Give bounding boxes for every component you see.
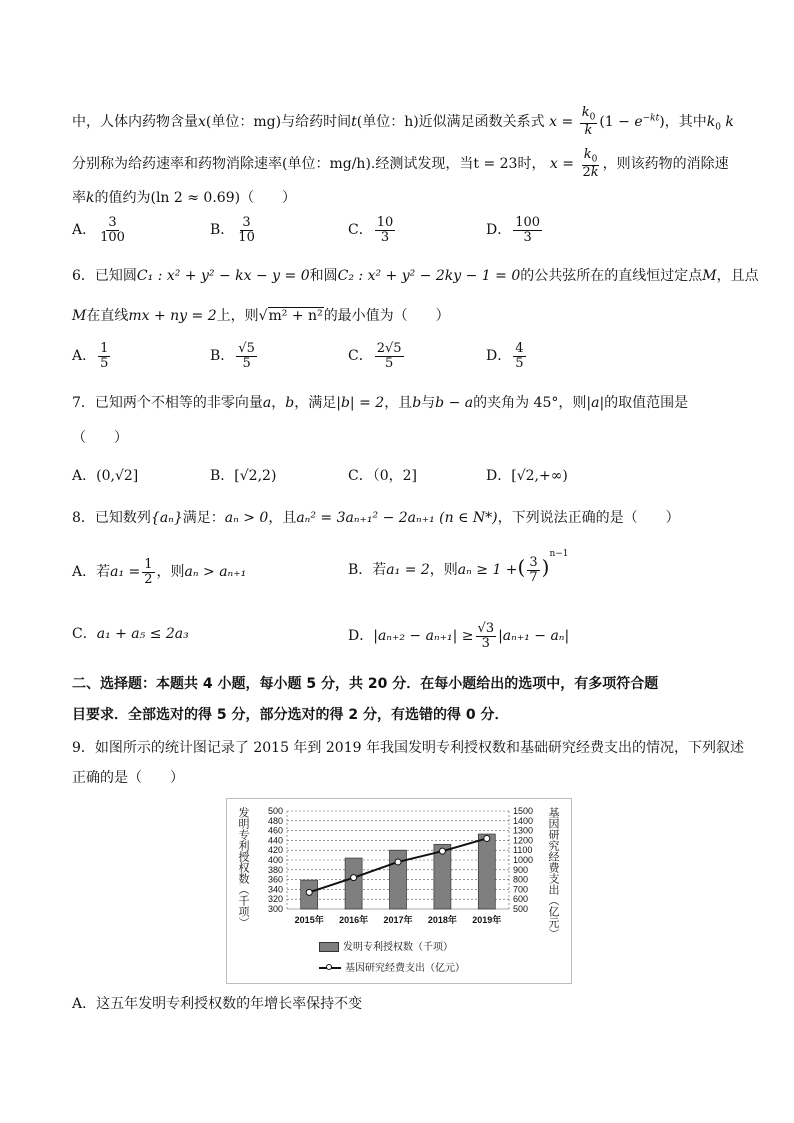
section-2-heading-line-1 [72,674,658,694]
frac-den: 5 [100,355,109,371]
q5-option-b[interactable] [210,216,259,244]
right-tick-label: 1000 [513,855,534,865]
option-math: a₁ = 2 [386,562,430,579]
option-math: aₙ ≥ 1 + [457,562,518,579]
chart-left-axis-label: 发明专利授权数（千项） [237,807,250,928]
frac-den: 5 [242,355,251,371]
q5-text: ，则该药物的消除速 [602,155,729,172]
frac-den: 3 [523,229,532,245]
q7-math: a [262,395,272,411]
q5-text: 率 [72,190,86,206]
q5-unit: mg [253,113,276,130]
x-tick-label: 2017年 [383,915,413,925]
right-tick-label: 1200 [513,835,534,846]
q5-text: (ln 2 ≈ 0.69) [150,190,241,206]
x-tick-label: 2015年 [294,915,324,925]
q6-text: 的公共弦所在的直线恒过定点 [520,268,703,284]
left-tick-label: 320 [267,894,283,905]
option-label: A． [72,222,97,239]
q5-text: 分别称为给药速率和药物消除速率(单位： [72,155,330,172]
bar [478,834,495,909]
q8-line-1 [72,508,680,528]
section-heading-text: 二、选择题：本题共 4 小题，每小题 5 分，共 20 分．在每小题给出的选项中，有多项符合题 [72,676,659,692]
q7-line-1 [72,393,688,413]
option-label: C． [72,626,97,642]
x-tick-label: 2018年 [427,915,457,925]
q6-option-b[interactable] [210,342,259,370]
left-tick-label: 360 [267,874,283,885]
option-math: aₙ > aₙ₊₁ [184,564,247,581]
q8-text: 满足： [182,510,225,526]
line-point [484,835,490,841]
left-tick-label: 480 [267,815,283,826]
q7-line-2 [72,428,128,448]
option-math: a₁ = [110,564,141,581]
left-tick-label: 340 [267,884,283,895]
q9-text: 9．如图所示的统计图记录了 2015 年到 2019 年我国发明专利授权数和基础研究经费支出的情况，下列叙述 [72,740,744,756]
frac-den: 10 [238,229,255,245]
q9-text: 正确的是（ ） [72,770,184,786]
left-tick-label: 420 [267,845,283,856]
option-label: A． [72,468,97,484]
q8-option-d[interactable] [348,622,569,650]
q5-option-a[interactable] [72,216,129,244]
q8-option-a[interactable] [72,558,246,586]
q6-option-a[interactable] [72,342,112,370]
option-text: ，则 [156,564,185,581]
option-label: B． [210,348,235,365]
q6-text: 在直线 [86,308,129,324]
option-label: C． [348,468,373,484]
option-label: A．若 [72,564,111,581]
q6-math: M [72,308,87,324]
q8-option-b[interactable]: B．若a₁ = 2，则aₙ ≥ 1 +( $\frac{3}{7}$ )$^{n-1}$ [348,549,569,585]
option-math: |aₙ₊₁ − aₙ| [498,628,570,645]
option-math: a₁ + a₅ ≤ 2a₃ [96,626,189,642]
frac-num: 100 [515,215,541,230]
right-tick-label: 700 [513,884,529,895]
q6-math: mx + ny = 2 [128,308,217,324]
q6-math: C₂ : x² + y² − 2ky − 1 = 0 [337,268,521,284]
q8-option-c[interactable] [72,624,189,644]
left-tick-label: 500 [267,806,283,816]
option-label: D． [348,628,374,645]
q7-option-a[interactable] [72,466,138,486]
q5-option-c[interactable] [348,216,397,244]
q7-text: ， [271,395,286,411]
left-tick-label: 300 [267,904,283,914]
chart-canvas [227,799,571,983]
q7-math: b − a [435,395,474,411]
q5-line-2 [72,148,729,180]
frac-den: 3 [481,635,490,651]
q5-text: ，其中 [664,113,707,130]
option-value: （0，2] [372,468,417,484]
frac-den: 5 [515,355,524,371]
x-tick-label: 2016年 [339,915,369,925]
chart-right-axis-label: 基因研究经费支出（亿元） [547,807,560,939]
legend-bar-swatch [319,942,339,952]
q6-text: 6．已知圆 [72,268,137,284]
legend-line-entry [319,959,465,974]
line-point [395,859,401,865]
left-tick-label: 380 [267,864,283,875]
q7-text: 的夹角为 45°，则 [473,395,587,411]
q6-text: ，且点 [716,268,759,284]
q7-text: 与 [421,395,436,411]
right-tick-label: 900 [513,864,529,875]
q5-text: )与给药时间 [275,113,352,130]
option-label: C． [348,222,373,239]
right-tick-label: 1500 [513,806,534,816]
frac-den: 100 [100,229,125,245]
frac-num: 3 [108,215,117,230]
frac-num: 1 [144,557,153,572]
q8-text: ，且 [268,510,297,526]
option-value: (0,√2] [96,468,139,484]
option-label: B． [210,222,235,239]
line-point [306,889,312,895]
q5-line-1: 中，人体内药物含量x(单位：mg)与给药时间t(单位：h)近似满足函数关系式 x = $\frac{k_0}{k}$ $(1 - e^{-kt})$，其中$k_0$ k [72,105,734,139]
frac-num: 3 [242,215,251,230]
q7-math: b [412,395,422,411]
q5-blank: （ ） [240,190,297,206]
frac-den: 7 [529,569,538,585]
q6-radicand: m² + n² [268,308,323,324]
q6-line-2: M在直线mx + ny = 2上，则√m² + n²的最小值为（ ） [72,308,450,324]
q6-line-1 [72,266,759,286]
frac-den: 2 [144,571,153,587]
q7-text: ，满足 [294,395,337,411]
q6-math: C₁ : x² + y² − kx − y = 0 [136,268,310,284]
q7-option-c[interactable] [348,466,417,486]
x-tick-label: 2019年 [472,915,502,925]
section-2-heading-line-2 [72,705,508,725]
q7-math: b [285,395,295,411]
q7-blank: （ ） [72,430,128,446]
frac-num: 3 [529,555,538,570]
q7-option-b[interactable] [210,466,276,486]
q5-condition: x = $\frac{k_0}{2k}$ [549,147,599,181]
option-text: A．这五年发明专利授权数的年增长率保持不变 [72,996,363,1012]
right-tick-label: 600 [513,894,529,905]
q7-option-d[interactable] [486,466,568,486]
q5-text: (单位：h)近似满足函数关系式 [356,113,545,130]
left-tick-label: 440 [267,835,283,846]
bar [345,858,362,909]
q7-text: ，且 [384,395,413,411]
statistics-chart [226,798,572,984]
q5-text: ).经测试发现，当 [365,155,474,172]
q5-text: (单位： [205,113,254,130]
left-tick-label: 400 [267,855,283,865]
q7-math: |b| = 2 [336,395,385,411]
legend-bar-label: 发明专利授权数（千项） [343,942,453,953]
right-tick-label: 500 [513,904,529,914]
legend-line-label: 基因研究经费支出（亿元） [345,963,465,974]
q8-math: aₙ > 0 [224,510,269,526]
q5-unit: mg/h [329,155,366,172]
q8-math: aₙ² = 3aₙ₊₁² − 2aₙ₊₁ (n ∈ N*) [296,510,498,526]
frac-num: 1 [100,341,109,356]
right-tick-label: 1100 [513,845,533,856]
q5-text: t = 23时， [473,155,546,172]
q6-text: 上，则 [216,308,259,324]
q6-text: 的最小值为（ ） [323,308,450,324]
q9-line-2 [72,768,184,788]
q7-text: 的取值范围是 [604,395,689,411]
option-value: [√2,2) [234,468,277,484]
option-math: |aₙ₊₂ − aₙ₊₁| ≥ [373,628,474,645]
frac-num: 2√5 [376,341,402,356]
right-tick-label: 1400 [513,815,534,826]
option-label: B． [210,468,235,484]
frac-num: 10 [376,215,394,230]
q6-option-c[interactable] [348,342,406,370]
frac-num: √5 [238,341,255,356]
option-text: ，则 [429,562,458,579]
frac-den: 3 [380,229,390,245]
q9-option-a[interactable] [72,994,362,1014]
q5-option-d[interactable] [486,216,544,244]
q5-line-3: 率k的值约为(ln 2 ≈ 0.69)（ ） [72,190,297,206]
q6-text: 和圆 [309,268,338,284]
option-label: D． [486,468,512,484]
right-tick-label: 1300 [513,825,534,836]
option-label: A． [72,348,97,365]
right-tick-label: 800 [513,874,529,885]
legend-bar-entry [319,938,453,953]
option-label: D． [486,348,512,365]
frac-num: 4 [515,341,524,356]
q8-text: ，下列说法正确的是（ ） [497,510,680,526]
option-value: [√2,+∞) [511,468,568,484]
frac-den: 5 [384,355,394,371]
q6-math: M [702,268,717,284]
option-exponent: n−1 [549,549,569,560]
q5-text: 的值约为 [94,190,151,206]
q6-option-d[interactable] [486,342,528,370]
option-label: C． [348,348,373,365]
q8-math: {aₙ} [150,510,183,526]
frac-num: √3 [477,621,495,636]
section-heading-text: 目要求．全部选对的得 5 分，部分选对的得 2 分，有选错的得 0 分． [72,707,509,723]
q7-text: 7．已知两个不相等的非零向量 [72,395,263,411]
left-tick-label: 460 [267,825,283,836]
q8-text: 8．已知数列 [72,510,151,526]
option-label: D． [486,222,512,239]
option-label: B．若 [348,562,387,579]
line-point [351,875,357,881]
line-point [439,848,445,854]
legend-line-swatch [319,967,341,969]
q5-text: 中，人体内药物含量 [72,113,198,130]
q5-formula: x = $\frac{k_0}{k}$ $(1 - e^{-kt})$ [549,105,665,139]
q7-math: |a| [586,395,605,411]
q9-line-1 [72,738,744,758]
